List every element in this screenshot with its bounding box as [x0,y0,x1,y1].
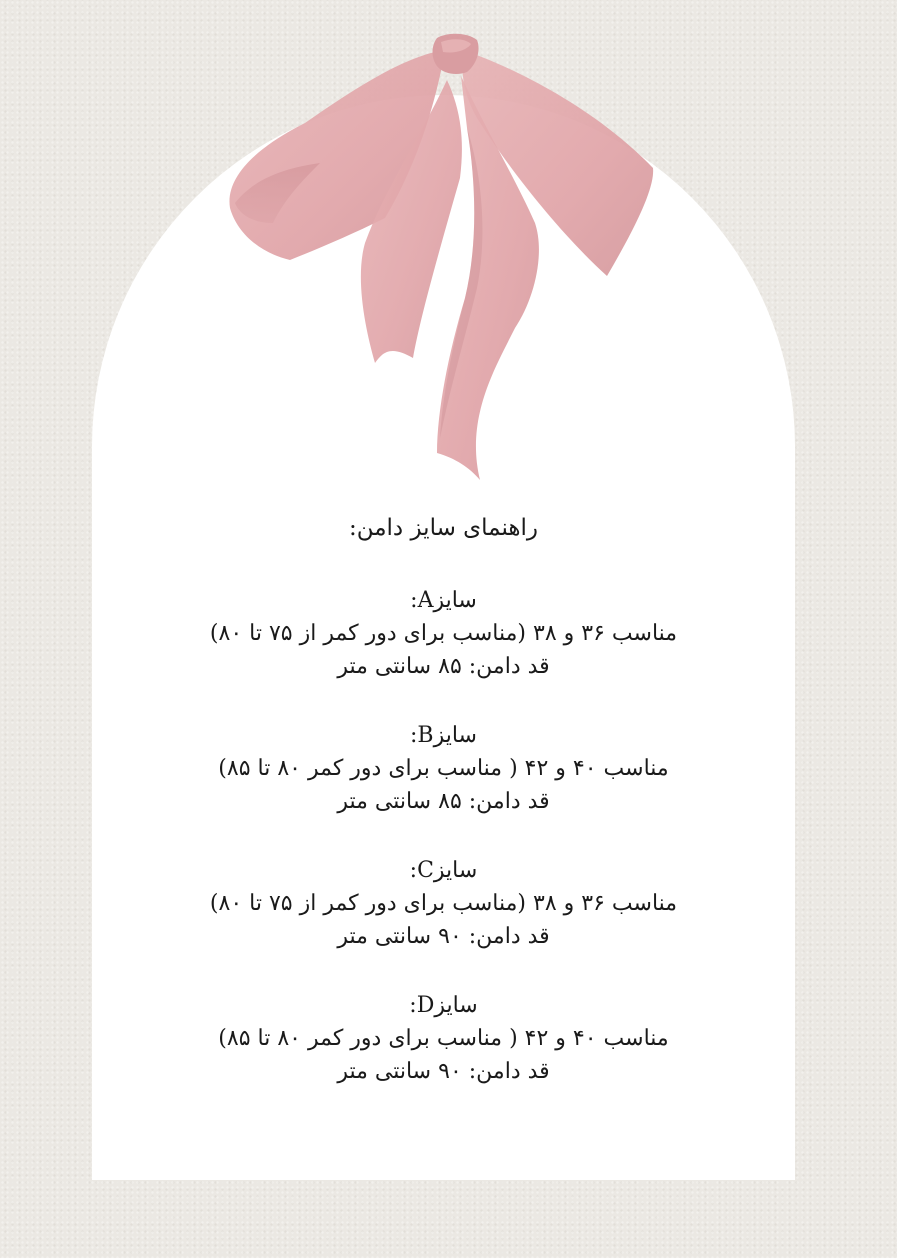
size-label: سایزA: [410,588,477,613]
size-block-c [92,854,795,953]
size-length: قد دامن: ۸۵ سانتی متر [337,654,550,679]
pink-bow-icon [215,28,675,488]
size-block-b [92,719,795,818]
size-guide-title: راهنمای سایز دامن: [348,515,539,541]
size-fit: مناسب ۴۰ و ۴۲ ( مناسب برای دور کمر ۸۰ تا ۸۵) [218,1026,669,1051]
size-length: قد دامن: ۸۵ سانتی متر [337,789,550,814]
size-fit: مناسب ۳۶ و ۳۸ (مناسب برای دور کمر از ۷۵ تا ۸۰) [209,891,678,916]
size-guide [92,508,795,1124]
size-block-d [92,989,795,1088]
size-length: قد دامن: ۹۰ سانتی متر [337,1059,550,1084]
size-label: سایزB: [410,723,477,748]
size-label: سایزD: [409,993,478,1018]
size-fit: مناسب ۴۰ و ۴۲ ( مناسب برای دور کمر ۸۰ تا ۸۵) [218,756,669,781]
size-label: سایزC: [409,858,478,883]
size-block-a [92,584,795,683]
size-length: قد دامن: ۹۰ سانتی متر [337,924,550,949]
size-fit: مناسب ۳۶ و ۳۸ (مناسب برای دور کمر از ۷۵ تا ۸۰) [209,621,678,646]
